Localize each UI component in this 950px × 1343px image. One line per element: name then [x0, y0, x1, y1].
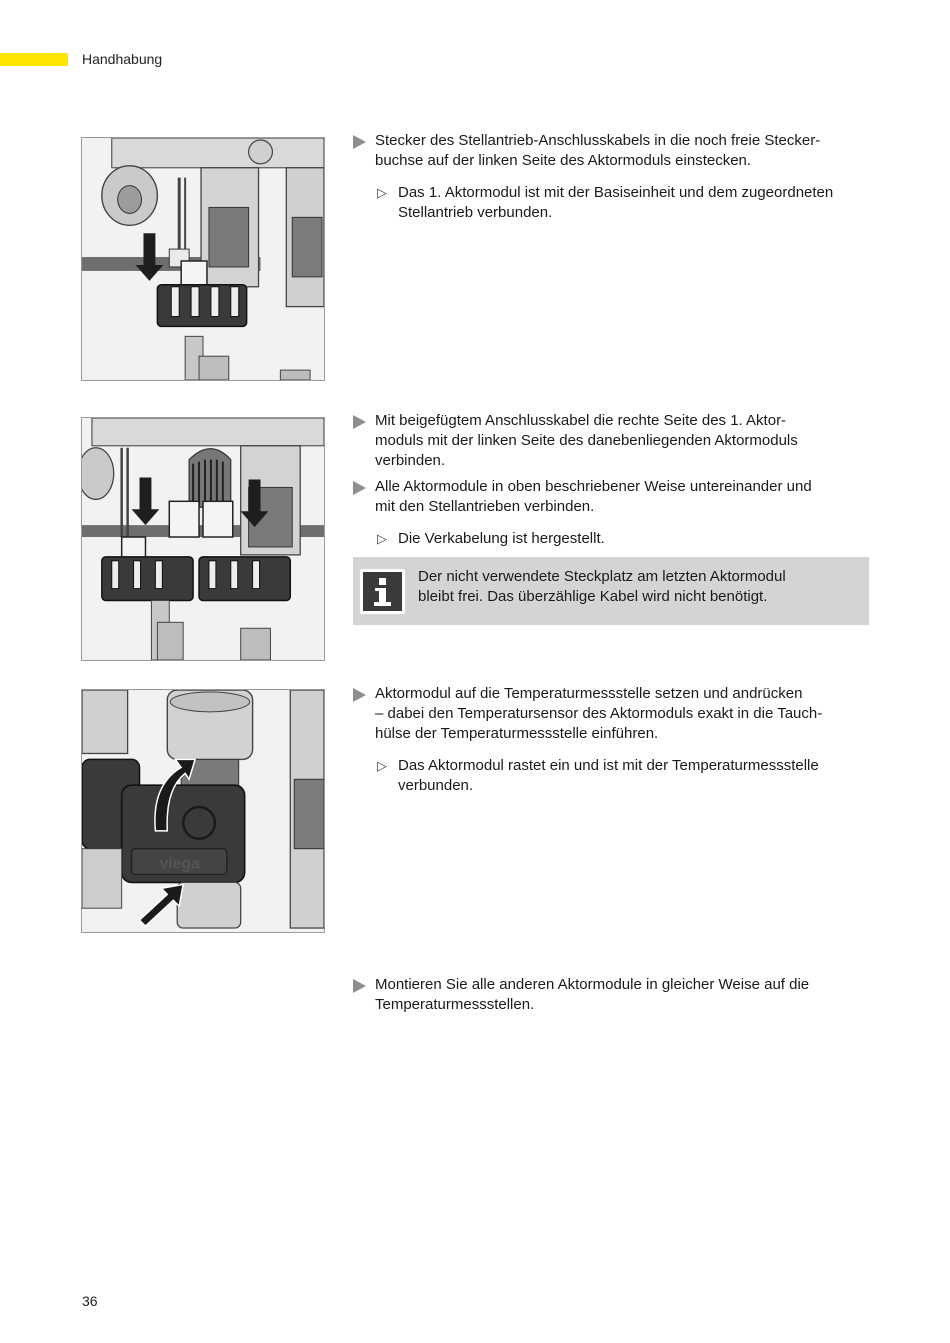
result-item	[353, 183, 873, 223]
step-text: Stecker des Stellantrieb-Anschlusskabels in die noch freie Stecker- buchse auf der linken Seite des Aktormoduls einstecken.	[375, 132, 821, 169]
figure-module-link	[81, 417, 325, 661]
result-marker-icon: ▷	[377, 758, 387, 773]
figure-module-mount	[81, 689, 325, 933]
step-item	[353, 477, 873, 517]
step-text: Alle Aktormodule in oben beschriebener Weise untereinander und mit den Stellantrieben verbinden.	[375, 478, 812, 515]
step-text: Montieren Sie alle anderen Aktormodule in gleicher Weise auf die Temperaturmessstellen.	[375, 976, 810, 1013]
info-icon	[360, 569, 405, 614]
result-marker-icon: ▷	[377, 531, 387, 546]
module-link-illustration	[82, 418, 324, 660]
accent-bar	[0, 53, 68, 66]
step-block-3	[353, 684, 873, 804]
result-text: Das Aktormodul rastet ein und ist mit der Temperaturmessstelle verbunden.	[398, 757, 819, 794]
step-marker-icon	[353, 415, 366, 429]
step-block-1	[353, 131, 873, 231]
result-item	[353, 756, 873, 796]
info-text: Der nicht verwendete Steckplatz am letzten Aktormodul bleibt frei. Das überzählige Kabel wird nicht benötigt.	[418, 568, 786, 605]
step-text: Aktormodul auf die Temperaturmessstelle setzen und andrücken – dabei den Temperatursensor des Aktormoduls exakt in die Tauch- hülse der Temperaturmessstelle einführen.	[375, 685, 823, 742]
brand-mark: viega	[159, 855, 200, 873]
result-text: Die Verkabelung ist hergestellt.	[398, 530, 605, 547]
step-item	[353, 975, 873, 1015]
step-marker-icon	[353, 979, 366, 993]
step-item	[353, 411, 873, 471]
step-item	[353, 684, 873, 744]
actuator-plug-illustration	[82, 138, 324, 380]
result-text: Das 1. Aktormodul ist mit der Basiseinheit und dem zugeordneten Stellantrieb verbunden.	[398, 184, 834, 221]
step-block-2	[353, 411, 873, 557]
step-text: Mit beigefügtem Anschlusskabel die rechte Seite des 1. Aktor- moduls mit der linken Seite des danebenliegenden Aktormoduls verbinden.	[375, 412, 798, 469]
figure-actuator-plug	[81, 137, 325, 381]
step-block-4	[353, 975, 873, 1021]
step-marker-icon	[353, 481, 366, 495]
page-number: 36	[82, 1293, 98, 1309]
info-note	[353, 557, 869, 625]
result-item	[353, 529, 873, 549]
module-mount-illustration	[82, 690, 324, 932]
step-marker-icon	[353, 135, 366, 149]
step-marker-icon	[353, 688, 366, 702]
step-item	[353, 131, 873, 171]
section-label: Handhabung	[82, 51, 163, 67]
result-marker-icon: ▷	[377, 185, 387, 200]
